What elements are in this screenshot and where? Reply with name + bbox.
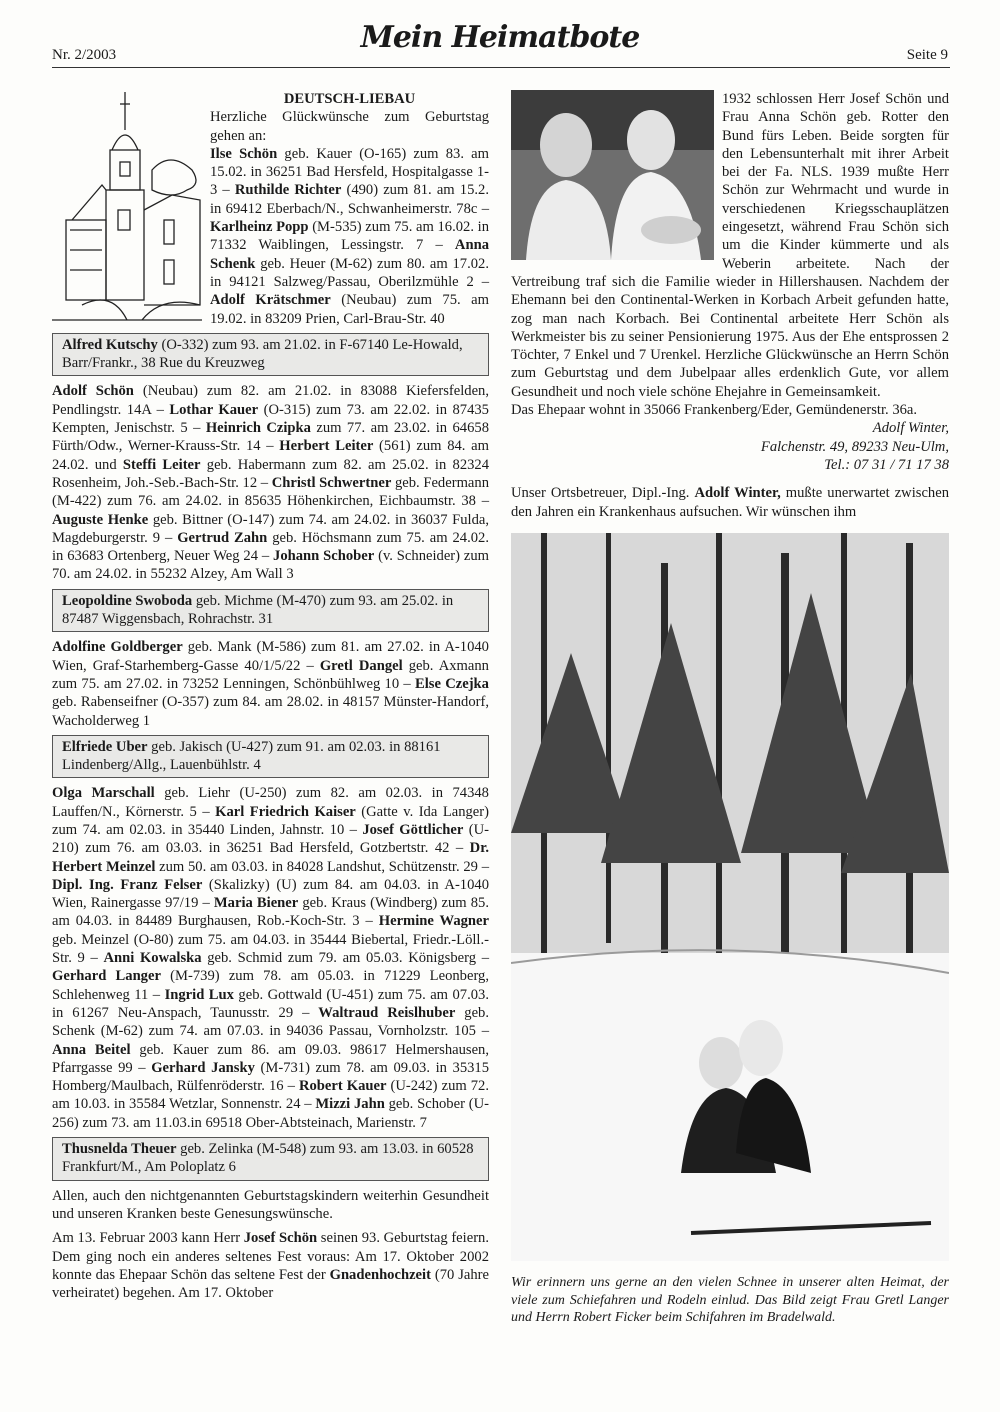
person-name: Steffi Leiter [122,456,201,473]
person-name: Adolf Krätschmer [210,292,331,309]
highlight-box [52,735,489,779]
person-name: Elfriede Uber [62,738,148,755]
header-rule [52,67,950,68]
left-column [52,90,489,1302]
section-heading: DEUTSCH-LIEBAU [283,91,416,107]
person-name: Gerhard Langer [52,968,161,985]
text-run: Unser Ortsbetreuer, Dipl.-Ing. [511,485,695,502]
person-name: Christl Schwertner [271,474,392,491]
person-name: Anna Beitel [52,1041,131,1058]
text-run: geb. Habermann zum 82. am 25.02. in 82324 Rosenheim, Joh.-Seb.-Bach-Str. 12 – [52,456,490,491]
right-column [511,90,949,1327]
page-number: Seite 9 [906,47,948,63]
person-name: Josef Göttlicher [362,821,464,838]
person-name: Heinrich Czipka [205,420,311,437]
person-name: Adolf Schön [52,383,134,400]
person-name: Adolf Winter, [694,485,781,502]
text-run: geb. Kraus (Windberg) zum 85. am 04.03. in 84489 Burghausen, Rob.-Koch-Str. 3 – [52,895,489,930]
person-name: Robert Kauer [298,1078,387,1095]
text-run: zum 50. am 03.03. in 84028 Landshut, Schützenstr. 29 – [155,858,489,875]
anniversary-paragraph [52,1229,489,1302]
signature-address: Falchenstr. 49, 89233 Neu-Ulm, [760,438,949,455]
text-run: geb. Meinzel (O-80) zum 75. am 04.03. in 35444 Biebertal, Friedr.-Löll.-Str. 9 – [52,931,489,967]
text-run: (O-332) zum 93. am 21.02. in F-67140 Le-Howald, Barr/Frankr., 38 Rue du Kreuzweg [62,336,463,372]
person-name: Waltraud Reislhuber [318,1004,456,1021]
text-run: (Gatte v. Ida Langer) zum 74. am 02.03. in 35440 Linden, Jahnstr. 10 – [52,803,490,838]
signature-phone: Tel.: 07 31 / 71 17 38 [824,456,949,473]
text-run: (Neubau) zum 75. am 19.02. in 83209 Prien, Carl-Brau-Str. 40 [210,292,489,327]
person-name: Gerhard Jansky [151,1059,255,1076]
address-paragraph [511,401,949,419]
person-name: Thusnelda Theuer [62,1141,177,1158]
person-name: Anni Kowalska [103,950,202,967]
issue-number: Nr. 2/2003 [52,47,117,63]
text-run: geb. Gottwald (U-451) zum 75. am 07.03. in 61267 Neu-Anspach, Taunusstr. 29 – [52,986,489,1021]
highlight-box [52,589,489,633]
text-run: geb. Schenk (M-62) zum 74. am 07.03. in 94036 Passau, Vornholzstr. 105 – [52,1004,489,1040]
text-run: geb. Kauer (O-165) zum 83. am 15.02. in 36251 Bad Hersfeld, Hospitalgasse 1-3 – [210,145,489,199]
person-name: Lothar Kauer [169,401,259,418]
text-run: geb. Michme (M-470) zum 93. am 25.02. in 87487 Wiggensbach, Rohrachstr. 31 [62,592,454,628]
person-name: Anna Schenk [210,237,489,272]
text-run: Das Ehepaar wohnt in 35066 Frankenberg/Eder, Gemündenerstr. 36a. [511,402,918,419]
person-name: Auguste Henke [52,511,149,528]
highlight-box [52,333,489,377]
text-run: geb. Liehr (U-250) zum 82. am 02.03. in 74348 Lauffen/N., Körnerstr. 5 – [52,785,489,820]
person-name: Leopoldine Swoboda [62,592,193,609]
church-sketch-illustration [52,90,202,322]
text-run: geb. Kauer zum 86. am 09.03. 98617 Helmershausen, Pfarrgasse 99 – [52,1041,490,1076]
person-name: Hermine Wagner [378,913,489,930]
couple-photo [511,90,714,260]
person-name: Ruthilde Richter [234,182,342,199]
text-run: (M-731) zum 78. am 09.03. in 35315 Homberg/Maulbach, Rülfenröderstr. 16 – [52,1059,490,1095]
ski-photo [511,533,949,1261]
text-run: Allen, auch den nichtgenannten Geburtstagskindern weiterhin Gesundheit und unseren Kranken beste Genesungswünsche. [52,1187,489,1222]
birthday-list [52,382,489,583]
text-run: (561) zum 84. am 24.02. und [52,438,489,473]
signature-name: Adolf Winter, [872,420,949,437]
text-run: geb. Höchsmann zum 75. am 24.02. in 63683 Ortenberg, Neuer Weg 24 – [52,529,489,565]
person-name: Gnadenhochzeit [329,1266,431,1283]
text-run: geb. Zelinka (M-548) zum 93. am 13.03. in 60528 Frankfurt/M., Am Poloplatz 6 [62,1141,474,1176]
text-run: (70 Jahre verheiratet) begehen. Am 17. Oktober [52,1266,489,1302]
text-run: mußte unerwartet zwischen den Jahren ein Krankenhaus aufsuchen. Wir wünschen ihm [511,485,949,520]
text-run: zum 77. am 23.02. in 64658 Fürth/Odw., Werner-Krauss-Str. 14 – [52,420,489,455]
text-run: geb. Jakisch (U-427) zum 91. am 02.03. in 88161 Lindenberg/Allg., Lauenbühlstr. 4 [62,738,441,774]
text-run: geb. Axmann zum 75. am 27.02. in 73252 Lenningen, Schönbühlweg 10 – [52,657,489,692]
text-run: (Skalizky) (U) zum 84. am 04.03. in A-1040 Wien, Rainergasse 97/19 – [52,876,489,912]
text-run: (v. Schneider) zum 70. am 24.02. in 55232 Alzey, Am Wall 3 [52,548,490,583]
person-name: Gertrud Zahn [177,529,268,546]
intro-text: Herzliche Glückwünsche zum Geburtstag gehen an: [210,109,489,144]
person-name: Johann Schober [273,548,375,565]
birthday-list [52,784,489,1132]
person-name: Gretl Dangel [319,657,403,674]
text-run: 1932 schlossen Herr Josef Schön und Frau Anna Schön geb. Rotter den Bund fürs Leben. Beide sorgten für den Lebensunterhalt mit ihrer Arbeit bei der Fa. NLS. 1939 mußte Herr Schön zur Wehrmacht und wurde in verschiedenen Kriegsschauplätzen eingesetzt, während Frau Schön sich um die Kinder kümmerte und als Weberin arbeitete. Nach der Vertreibung traf sich die Familie wieder in Hillershausen. Nachdem der Ehemann bei den Continental-Werken in Korbach Arbeit gefunden hatte, zog man nach Korbach. Bei Continental arbeitete Herr Schön als Werkmeister bis zu seiner Pensionierung 1975. Aus der Ehe entsprossen 2 Töchter, 7 Enkel und 7 Urenkel. Herzliche Glückwünsche an Herrn Schön zum Geburtstag und dem Jubelpaar alles erdenklich Gute, vor allem Gesundheit und noch viele schöne Ehejahre in Gemeinsamkeit. [511,91,949,400]
person-name: Mizzi Jahn [315,1096,385,1113]
text-run: geb. Heuer (M-62) zum 80. am 17.02. in 94121 Salzweg/Passau, Oberilzmühle 2 – [210,255,489,290]
highlight-box [52,1137,489,1181]
person-name: Olga Marschall [52,785,155,802]
winter-paragraph [511,484,949,521]
birthday-list [52,638,489,729]
text-run: geb. Schober (U-256) zum 73. am 11.03.in 69518 Ober-Abtsteinach, Marienstr. 7 [52,1096,489,1131]
person-name: Josef Schön [243,1230,318,1247]
person-name: Herbert Leiter [279,438,374,455]
person-name: Dipl. Ing. Franz Felser [52,876,203,893]
person-name: Karlheinz Popp [210,219,309,236]
person-name: Karl Friedrich Kaiser [215,803,356,820]
text-run: geb. Bittner (O-147) zum 74. am 24.02. in 36037 Fulda, Magdeburgerstr. 9 – [52,511,489,546]
person-name: Alfred Kutschy [62,336,158,353]
person-name: Else Czejka [414,675,489,692]
person-name: Dr. Herbert Meinzel [52,840,489,875]
text-run: (U-242) zum 72. am 10.03. in 35584 Wetzlar, Sonnenstr. 24 – [52,1078,490,1113]
photo-caption: Wir erinnern uns gerne an den vielen Schnee in unserer alten Heimat, der viele zum Schiefahren und Rodeln einlud. Das Bild zeigt Frau Gretl Langer und Herrn Robert Ficker beim Schifahren im Bradelwald. [511,1275,949,1326]
text-run: (M-739) zum 78. am 05.03. in 71229 Leonberg, Schlehenweg 11 – [52,968,489,1003]
text-run: (O-315) zum 73. am 22.02. in 87435 Kempten, Jenischstr. 5 – [52,401,489,437]
person-name: Maria Biener [213,895,299,912]
text-run: geb. Schmid zum 79. am 05.03. Königsberg – [201,950,489,967]
wishes-paragraph [52,1187,489,1224]
text-run: geb. Rabenseifner (O-357) zum 84. am 28.02. in 48157 Münster-Handorf, Wacholderweg 1 [52,694,489,729]
person-name: Ilse Schön [210,145,278,162]
text-run: seinen 93. Geburtstag feiern. Dem ging noch ein anderes seltenes Fest voraus: Am 17. Oktober 2002 konnte das Ehepaar Schön das seltene Fest der [52,1230,489,1283]
text-run: geb. Mank (M-586) zum 81. am 27.02. in A-1040 Wien, Graf-Starhemberg-Gasse 40/1/5/22 – [52,639,489,674]
text-run: (Neubau) zum 82. am 21.02. in 83088 Kiefersfelden, Pendlingstr. 14A – [52,383,489,418]
text-run: (U-210) zum 76. am 03.03. in 36251 Bad Hersfeld, Gotzbertstr. 42 – [52,821,489,857]
person-name: Adolfine Goldberger [52,639,183,656]
text-run: Am 13. Februar 2003 kann Herr [52,1230,244,1247]
text-run: (M-535) zum 75. am 16.02. in 71332 Waiblingen, Lessingstr. 7 – [210,219,489,254]
text-run: (490) zum 81. am 15.2. in 69412 Eberbach/N., Schwanheimerstr. 78c – [210,182,489,217]
person-name: Ingrid Lux [164,986,234,1003]
text-run: geb. Federmann (M-422) zum 76. am 24.02. in 85635 Höhenkirchen, Eichbaumstr. 38 – [52,474,489,510]
masthead-title: Mein Heimatbote [360,20,640,55]
